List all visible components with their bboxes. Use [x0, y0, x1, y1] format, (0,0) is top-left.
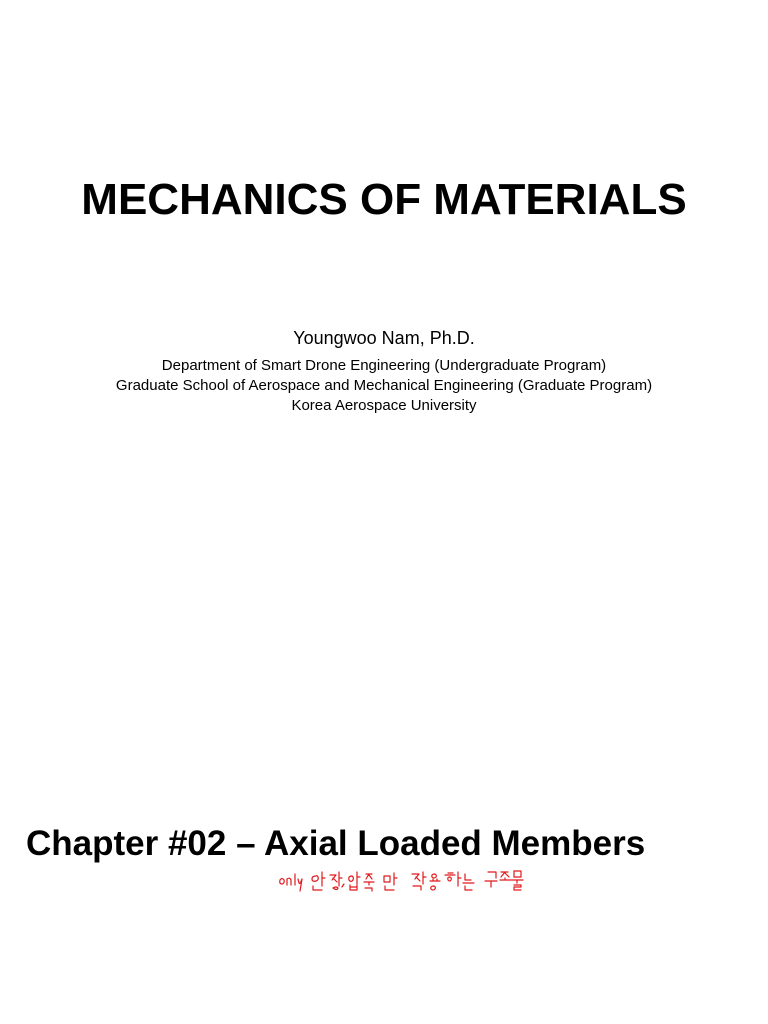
handwritten-annotation [278, 862, 528, 898]
affiliation-department: Department of Smart Drone Engineering (Undergraduate Program) [161, 357, 607, 374]
author-name: Youngwoo Nam, Ph.D. [293, 328, 475, 348]
affiliation-graduate-school: Graduate School of Aerospace and Mechanical Engineering (Graduate Program) [115, 377, 653, 394]
affiliation-university: Korea Aerospace University [291, 397, 477, 414]
slide-title: MECHANICS OF MATERIALS [81, 175, 687, 224]
chapter-heading: Chapter #02 – Axial Loaded Members [26, 824, 646, 863]
